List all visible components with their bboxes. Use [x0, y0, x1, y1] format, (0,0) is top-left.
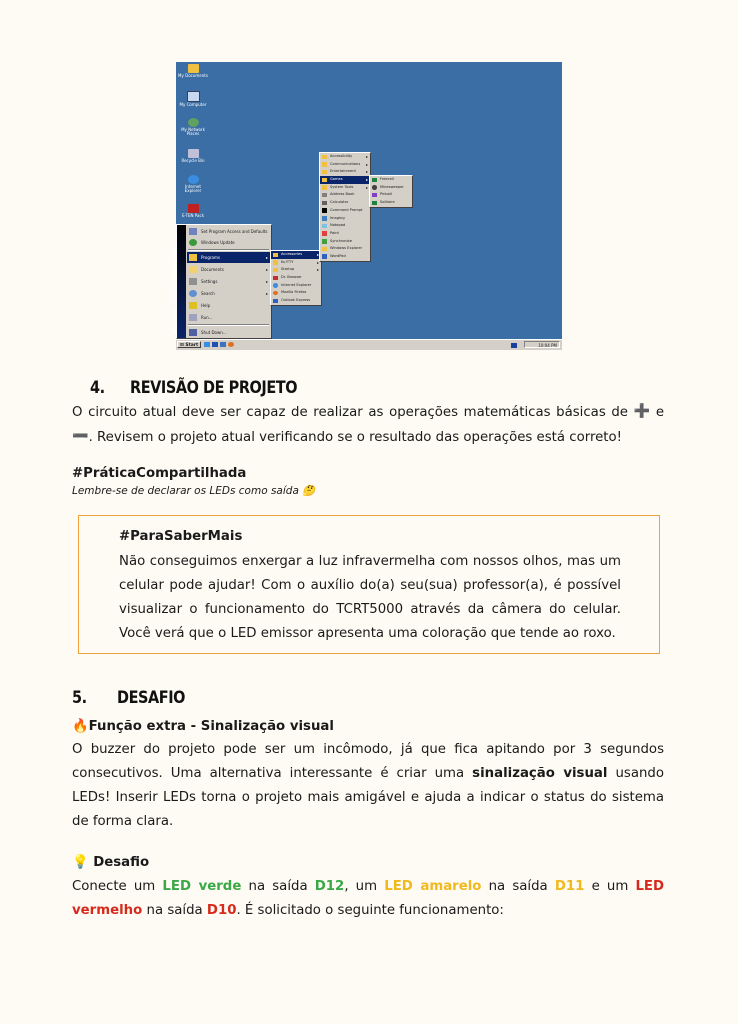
chevron-right-icon: ▸ [265, 291, 268, 296]
windows-update-icon [189, 239, 197, 246]
folder-icon [188, 64, 199, 73]
led-yellow-label: LED amarelo [384, 879, 482, 894]
folder-icon [273, 260, 278, 265]
folder-icon [322, 170, 327, 175]
extra-function-heading: 🔥Função extra - Sinalização visual [72, 719, 334, 734]
games-item-minesweeper[interactable]: Minesweeper [370, 184, 412, 192]
folder-icon [322, 178, 327, 183]
chevron-right-icon: ▸ [365, 154, 368, 159]
folder-icon [322, 162, 327, 167]
callout-title: #ParaSaberMais [119, 529, 243, 544]
documents-icon [189, 266, 197, 273]
acc-item[interactable]: Paint [320, 230, 370, 238]
start-item-run[interactable]: Run... [187, 312, 270, 323]
cards-icon [372, 178, 377, 183]
start-menu [172, 224, 272, 339]
chevron-right-icon: ▸ [265, 279, 268, 284]
acc-item[interactable]: Windows Explorer [320, 245, 370, 253]
calculator-icon [322, 201, 327, 206]
games-item-pinball[interactable]: Pinball [370, 191, 412, 199]
acc-item[interactable]: Notepad [320, 222, 370, 230]
acc-item[interactable]: Synchronize [320, 238, 370, 246]
start-item-programs[interactable]: Programs ▸ [187, 252, 270, 263]
chevron-right-icon: ▸ [365, 161, 368, 167]
chevron-right-icon: ▸ [365, 184, 368, 190]
folder-icon [322, 185, 327, 190]
app-icon [188, 204, 199, 213]
quicklaunch-firefox-icon[interactable] [228, 342, 234, 347]
folder-icon [322, 155, 327, 160]
start-item-documents[interactable]: Documents ▸ [187, 264, 270, 275]
chevron-right-icon: ▸ [365, 177, 368, 183]
desktop-icon-my-computer[interactable]: My Computer [178, 91, 208, 107]
programs-item-firefox[interactable]: Mozilla Firefox [271, 289, 321, 297]
pin-d12: D12 [314, 879, 345, 894]
settings-icon [189, 278, 197, 285]
start-item-help[interactable]: Help [187, 300, 270, 311]
programs-item-kitty[interactable]: Ku!TTY ▸ [271, 259, 321, 267]
recycle-bin-icon [188, 149, 199, 158]
chevron-right-icon: ▸ [365, 169, 368, 175]
windows-2000-screenshot [172, 62, 562, 350]
internet-explorer-icon [188, 175, 199, 184]
desktop-icon-my-documents[interactable]: My Documents [178, 64, 208, 78]
folder-icon [273, 268, 278, 273]
acc-item[interactable]: System Tools ▸ [320, 184, 370, 192]
para-saber-mais-box [78, 515, 660, 654]
visual-signal-emphasis: sinalização visual [472, 766, 608, 781]
explorer-icon [322, 247, 327, 252]
led-red-label: LED vermelho [72, 879, 665, 918]
address-book-icon [322, 193, 327, 198]
acc-item[interactable]: Calculator [320, 199, 370, 207]
quicklaunch-ie-icon[interactable] [204, 342, 210, 347]
language-icon[interactable] [511, 343, 517, 348]
command-prompt-icon [322, 208, 327, 213]
paint-icon [322, 231, 327, 236]
start-item-program-access[interactable]: Set Program Access and Defaults [187, 226, 270, 237]
accessories-submenu [316, 152, 371, 262]
pin-d10: D10 [206, 903, 237, 918]
start-item-shutdown[interactable]: Shut Down... [187, 327, 270, 338]
lightbulb-icon: 💡 [72, 855, 89, 870]
callout-body: Não conseguimos enxergar a luz infravermelha com nossos olhos, mas um celular pode ajudar! Com o auxílio do(a) seu(sua) professor(a), é possível visualizar o funcionamento do TCRT5000 através da câmera do celular. Você verá que o LED emissor apresenta uma coloração que tende ao roxo. [119, 554, 621, 641]
programs-item-dr-browser[interactable]: Dr. Browser [271, 274, 321, 282]
start-button[interactable]: ⊞ Start [177, 341, 201, 348]
shared-practice-tag: #PráticaCompartilhada [72, 466, 247, 481]
led-green-label: LED verde [162, 879, 242, 894]
challenge-paragraph: Conecte um LED verde na saída D12, um LED amarelo na saída D11 e um LED vermelho na saída D10. É solicitado o seguinte funcionamento: [72, 879, 665, 918]
chevron-right-icon: ▸ [316, 267, 319, 273]
clock[interactable]: 10:04 PM [538, 343, 557, 348]
start-separator [188, 324, 269, 326]
programs-icon [189, 254, 197, 261]
program-access-icon [189, 228, 197, 235]
search-icon [189, 290, 197, 297]
games-item-freecell[interactable]: Freecell [370, 176, 412, 184]
section-4-paragraph: O circuito atual deve ser capaz de realizar as operações matemáticas básicas de ➕ e ➖. Revisem o projeto atual verificando se o resultado das operações está correto! [72, 400, 664, 450]
acc-item[interactable]: Accessibility ▸ [320, 153, 370, 161]
run-icon [189, 314, 197, 321]
chevron-right-icon: ▸ [265, 267, 268, 272]
desktop-icon-recycle-bin[interactable]: Recycle Bin [178, 149, 208, 163]
section-5-paragraph: O buzzer do projeto pode ser um incômodo, já que fica apitando por 3 segundos consecutivos. Uma alternativa interessante é criar uma sinalização visual usando LEDs! Inserir LEDs torna o projeto mais amigável e ajuda a indicar o status do sistema de forma clara. [72, 742, 664, 829]
acc-item-games[interactable]: Games ▸ [320, 176, 370, 184]
start-item-settings[interactable]: Settings ▸ [187, 276, 270, 287]
synchronize-icon [322, 239, 327, 244]
computer-icon [187, 91, 200, 102]
pinball-icon [372, 193, 377, 198]
acc-item[interactable]: Address Book [320, 191, 370, 199]
chevron-right-icon: ▸ [316, 252, 319, 257]
games-item-solitaire[interactable]: Solitaire [370, 199, 412, 207]
help-icon [189, 302, 197, 309]
desktop-icon-eten[interactable]: E-TEN Pack [178, 204, 208, 218]
chevron-right-icon: ▸ [265, 255, 268, 260]
games-submenu [369, 175, 413, 208]
outlook-icon [273, 299, 278, 304]
thinking-face-icon: 🤔 [302, 485, 316, 497]
quicklaunch-outlook-icon[interactable] [220, 342, 226, 347]
programs-item-accessories[interactable]: Accessories ▸ [271, 251, 321, 259]
folder-icon [273, 253, 278, 258]
chevron-right-icon: ▸ [316, 259, 319, 265]
quicklaunch-desktop-icon[interactable] [212, 342, 218, 347]
shutdown-icon [189, 329, 197, 336]
plus-icon: ➕ [633, 404, 651, 419]
programs-submenu [270, 250, 322, 306]
section-5-number: 5. [72, 688, 87, 708]
programs-item-internet-explorer[interactable]: Internet Explorer [271, 282, 321, 290]
acc-item[interactable]: Communications ▸ [320, 161, 370, 169]
section-4-title: REVISÃO DE PROJETO [130, 378, 298, 398]
pin-d11: D11 [554, 879, 585, 894]
acc-item[interactable]: WordPad [320, 253, 370, 261]
fire-icon: 🔥 [72, 719, 89, 734]
led-output-note: Lembre-se de declarar os LEDs como saída 🤔 [72, 485, 316, 497]
acc-item[interactable]: Command Prompt [320, 207, 370, 215]
wordpad-icon [322, 254, 327, 259]
programs-item-startup[interactable]: Startup ▸ [271, 266, 321, 274]
internet-explorer-icon [273, 283, 278, 288]
app-icon [273, 276, 278, 281]
desktop-icon-internet-explorer[interactable]: Internet Explorer [178, 175, 208, 193]
taskbar [176, 339, 562, 350]
section-4-number: 4. [90, 378, 105, 398]
acc-item[interactable]: Imaging [320, 215, 370, 223]
acc-item[interactable]: Entertainment ▸ [320, 168, 370, 176]
start-separator [188, 249, 269, 251]
mine-icon [372, 185, 377, 190]
section-5-title: DESAFIO [117, 688, 186, 708]
programs-item-outlook[interactable]: Outlook Express [271, 297, 321, 305]
imaging-icon [322, 216, 327, 221]
minus-icon: ➖ [72, 429, 89, 444]
system-tray [524, 341, 560, 348]
desktop-icon-network[interactable]: My Network Places [178, 118, 208, 136]
cards-icon [372, 201, 377, 206]
network-icon [188, 118, 199, 127]
start-item-windows-update[interactable]: Windows Update [187, 237, 270, 248]
start-menu-band: Windows 2000 Professional [177, 225, 186, 338]
notepad-icon [322, 224, 327, 229]
windows-logo-icon: ⊞ [180, 343, 184, 348]
start-item-search[interactable]: Search ▸ [187, 288, 270, 299]
challenge-heading: 💡 Desafio [72, 855, 150, 870]
firefox-icon [273, 291, 278, 296]
